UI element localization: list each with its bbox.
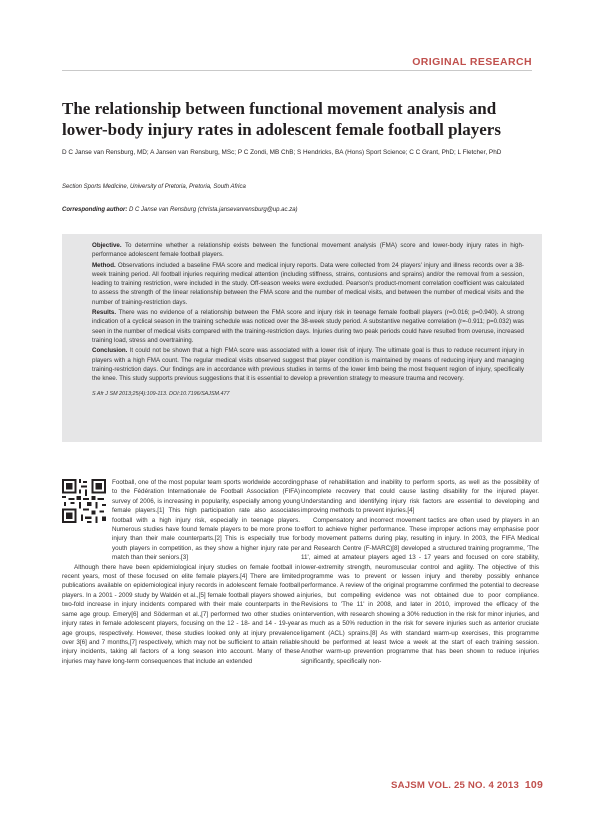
- conclusion-label: Conclusion.: [92, 347, 128, 355]
- corresponding-author: [62, 207, 298, 213]
- abstract-box: [62, 234, 542, 442]
- corresponding-text: D C Janse van Rensburg (christa.jansevanrensburg@up.ac.za): [129, 207, 298, 213]
- results-label: Results.: [92, 309, 117, 317]
- results-text: There was no evidence of a relationship between the FMA score and injury risk in teenage female football players (r=0.016; p=0.940). A strong indication of a cyclical season in the training schedule was noticed over the 38-week study period. A substantive negative correlation (r=-0.911; p=0.032) was seen in the number of medical visits compared with the training-restriction days. Injuries during two peak periods could have resulted from overuse, increased training load, stress and overtraining.: [92, 309, 524, 344]
- conclusion-text: It could not be shown that a high FMA score was associated with a lower risk of injury. The ultimate goal is thus to reduce recurrent injury in players with a high FMA count. The regular medical visits observed suggest that player condition is maintained by means of reducing injury and managing training-restriction days. Our findings are in accordance with previous studies in terms of the lower limb being the most frequent region of injury, specifically the knee. This study supports previous suggestions that it is essential to develop a prevention strategy to measure trauma and recovery.: [92, 347, 524, 383]
- objective-text: To determine whether a relationship exists between the functional movement analysis (FMA) score and lower-body injury rates in high-performance adolescent female football players.: [92, 242, 524, 259]
- section-label: ORIGINAL RESEARCH: [412, 56, 532, 68]
- journal-info: SAJSM VOL. 25 NO. 4 2013: [391, 780, 519, 791]
- author-list: D C Janse van Rensburg, MD; A Jansen van Rensburg, MSc; P C Zondi, MB ChB; S Hendricks, BA (Hons) Sport Science; C C Grant, PhD; L Fletcher, PhD: [62, 149, 502, 156]
- body-paragraph: Although there have been epidemiological injury studies on female football in recent years, most of these focused on elite female players.[4] There are limited publications available on epidemiological injury records in adolescent female football players. In a 2001 - 2009 study by Waldén et al.,[5] female football players showed a two-fold increase in injury incidents compared with their male counterparts in the same age group. Emery[6] and Söderman et al.,[7] performed two other studies on injury rates in female adolescent players, focusing on the 12 - 18- and 14 - 19-year age groups, respectively. However, these studies looked only at injury prevalence over 3[6] and 7 months,[7] respectively, which may not be sufficient to attain reliable injury incidents, taking all factors of a long season into account. Many of these injuries may have long-term consequences that include an extended: [62, 563, 300, 665]
- section-divider: [62, 70, 532, 71]
- affiliation: Section Sports Medicine, University of Pretoria, Pretoria, South Africa: [62, 184, 246, 190]
- abstract-conclusion: [92, 346, 524, 383]
- body-paragraph: Compensatory and incorrect movement tactics are often used by players in an effort to achieve higher performance. These improper actions may emphasise poor body movement patterns during play, resulting in injury. In 2003, the FIFA Medical and Research Centre (F-MARC)[8] developed a structured training programme, 'The 11', aimed at amateur players aged 13 - 17 years and focused on core stability, lower-extremity strength, neuromuscular control and agility. The objective of this programme was to prevent or lessen injury and thereby possibly enhance performance. A review of the original programme confirmed the potential to decrease injuries, but compelling evidence was not obtained due to poor compliance. Revisions to 'The 11' in 2008, and later in 2010, improved the efficacy of the intervention, with research showing a 30% reduction in the risk for minor injuries, and as much as a 50% reduction in the risk for severe injuries such as anterior cruciate ligament (ACL) sprains.[8] As with standard warm-up exercises, this programme should be performed at least twice a week at the start of each training session. Another warm-up prevention programme that has been shown to reduce injuries significantly, specifically non-: [301, 516, 539, 665]
- body-paragraph: phase of rehabilitation and inability to perform sports, as well as the possibility of incomplete recovery that could cause lasting disability for the injured player. Understanding and identifying injury risk factors are essential to developing and improving methods to prevent injuries.[4]: [301, 479, 539, 515]
- page-footer: [391, 779, 543, 791]
- method-label: Method.: [92, 261, 116, 269]
- abstract-objective: [92, 241, 524, 260]
- article-title: The relationship between functional movement analysis and lower-body injury rates in adolescent female football players: [62, 99, 501, 139]
- method-text: Observations included a baseline FMA score and medical injury reports. Data were collected from 24 players' injury and illness records over a 38-week training period. All football injuries requiring medical attention (including stiffness, strains, contusions and sprains) and/or the removal from a session, leading to training restriction, were included in the study. Off-season weeks were excluded. Pearson's product-moment correlation coefficient was calculated to assess the strength of the linear relationship between the FMA score and the number of medical visits, and between the number of medical visits and the number of training-restriction days.: [92, 261, 524, 306]
- abstract-method: [92, 261, 524, 307]
- objective-label: Objective.: [92, 242, 122, 249]
- body-column-left: [62, 478, 300, 666]
- citation: S Afr J SM 2013;25(4):109-113. DOI:10.7196/SAJSM.477: [92, 391, 230, 398]
- page-number: 109: [524, 779, 543, 791]
- corresponding-label: Corresponding author:: [62, 207, 128, 213]
- body-paragraph: Football, one of the most popular team sports worldwide according to the Fédération Internationale de Football Association (FIFA) survey of 2006, is increasing in popularity, especially among young female players.[1] This high participation rate also associates football with a high injury risk, especially in teenage players. Numerous studies have found female players to be more prone to injury than their male counterparts.[2] This is especially true for youth players in competition, as they show a higher injury rate per match than their seniors.[3]: [112, 479, 300, 562]
- abstract-results: [92, 308, 524, 345]
- body-column-right: [301, 478, 539, 666]
